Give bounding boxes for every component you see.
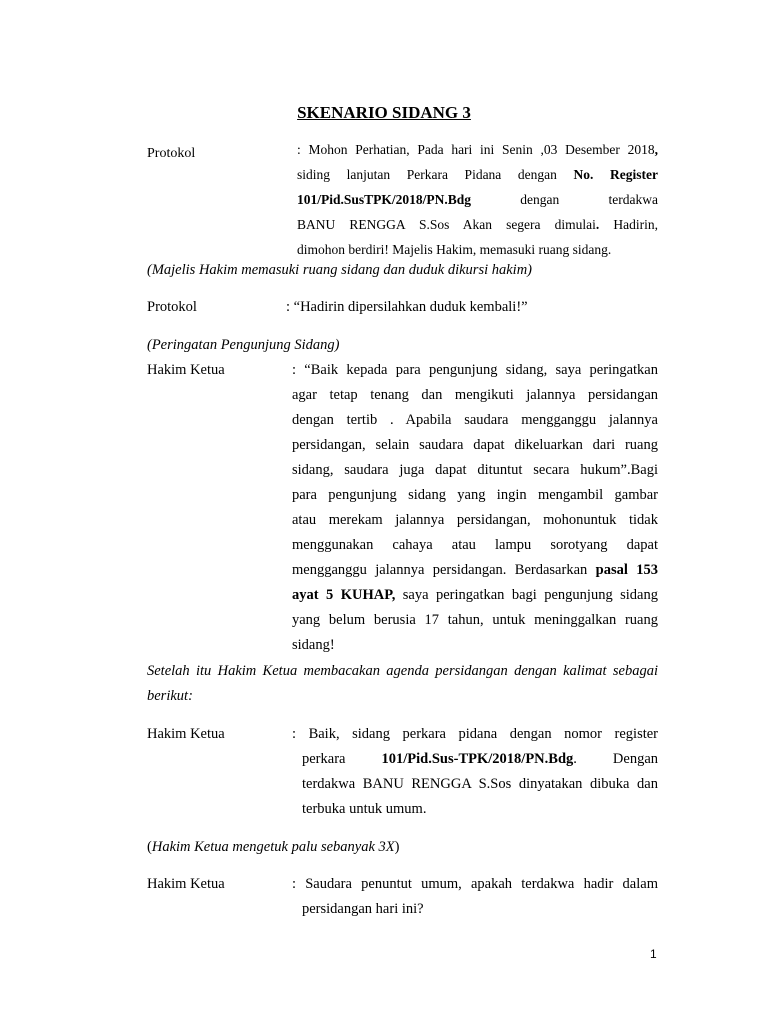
bold-text: .: [595, 217, 600, 232]
text-run: Hadirin,: [599, 217, 658, 232]
text-line: [292, 583, 658, 608]
text-run: Mohon Perhatian, Pada hari ini Senin ,03 Desember 2018: [308, 142, 655, 157]
text-run: perkara: [302, 751, 382, 767]
text-run: menggunakan cahaya atau lampu sorotyang dapat: [292, 537, 658, 553]
hakim-warning-paragraph: [292, 358, 658, 658]
text-line: [292, 772, 658, 797]
text-line: [292, 558, 658, 583]
hakim-question-paragraph: [292, 872, 658, 922]
text-run: yang belum berusia 17 tahun, untuk meninggalkan ruang: [292, 612, 658, 628]
text-run: : Baik, sidang perkara pidana dengan nomor register: [292, 726, 658, 742]
text-run: persidangan hari ini?: [302, 901, 424, 917]
text-line: [292, 483, 658, 508]
text-line: [292, 433, 658, 458]
text-run: agar tetap tenang dan mengikuti jalannya persidangan: [292, 387, 658, 403]
bold-text: ,: [654, 142, 658, 157]
text-run: atau merekam jalannya persidangan, mohonuntuk tidak: [292, 512, 658, 528]
text-line: [292, 508, 658, 533]
text-line: [292, 872, 658, 897]
text-run: mengganggu jalannya persidangan. Berdasarkan: [292, 562, 596, 578]
text-run: siding lanjutan Perkara Pidana dengan: [297, 167, 574, 182]
text-line: [292, 897, 658, 922]
text-line: [292, 797, 658, 822]
text-run: : “Baik kepada para pengunjung sidang, saya peringatkan: [292, 362, 658, 378]
text-run: .: [607, 242, 612, 257]
speaker-hakim-ketua-3: Hakim Ketua: [147, 876, 225, 892]
text-line: [292, 383, 658, 408]
bold-text: ayat 5 KUHAP,: [292, 587, 396, 603]
text-run: : Saudara penuntut umum, apakah terdakwa hadir dalam: [292, 876, 658, 892]
page-number: 1: [650, 947, 657, 961]
stage-direction-visitor-warning: (Peringatan Pengunjung Sidang): [147, 337, 340, 353]
bold-text: 101/Pid.Sus-TPK/2018/PN.Bdg: [381, 751, 574, 767]
text-line: [292, 358, 658, 383]
text-run: terdakwa BANU RENGGA S.Sos dinyatakan dibuka dan: [302, 776, 658, 792]
text-run: persidangan, selain saudara dapat dikeluarkan dari ruang: [292, 437, 658, 453]
bold-text: pasal 153: [595, 562, 658, 578]
text-run: terbuka untuk umum.: [302, 801, 427, 817]
text-run: dengan tertib . Apabila saudara mengganggu jalannya: [292, 412, 658, 428]
text-run: dengan terdakwa: [471, 192, 658, 207]
text-line: [292, 408, 658, 433]
text-run: para pengunjung sidang yang ingin mengambil gambar: [292, 487, 658, 503]
text-line: [297, 187, 658, 212]
speaker-protokol-2: Protokol: [147, 299, 197, 315]
gavel-open-paren: (: [147, 839, 152, 855]
text-line: [297, 137, 658, 162]
protokol-sit-paragraph: : “Hadirin dipersilahkan duduk kembali!”: [286, 299, 528, 315]
protokol-opening-paragraph: [297, 137, 658, 262]
text-line: [297, 212, 658, 237]
text-line: [292, 458, 658, 483]
text-line: [292, 633, 658, 658]
bold-text: 101/Pid.SusTPK/2018/PN.Bdg: [297, 192, 472, 207]
stage-direction-agenda: Setelah itu Hakim Ketua membacakan agenda persidangan dengan kalimat sebagai berikut:: [147, 663, 658, 704]
speaker-hakim-ketua-1: Hakim Ketua: [147, 362, 225, 378]
stage-direction-judges-enter: (Majelis Hakim memasuki ruang sidang dan duduk dikursi hakim): [147, 262, 533, 278]
text-run: sidang!: [292, 637, 335, 653]
gavel-close-paren: ): [394, 839, 400, 855]
text-run: dimohon berdiri! Majelis Hakim, memasuki ruang sidang: [297, 242, 608, 257]
text-line: [292, 533, 658, 558]
text-run: :: [297, 142, 309, 157]
text-line: [292, 608, 658, 633]
text-run: sidang, saudara juga dapat dituntut secara hukum”.Bagi: [292, 462, 658, 478]
hakim-opening-paragraph: [292, 722, 658, 822]
document-title: SKENARIO SIDANG 3: [297, 103, 471, 122]
speaker-protokol-1: Protokol: [147, 146, 196, 161]
stage-direction-gavel: [147, 835, 658, 860]
text-line: [292, 747, 658, 772]
text-line: [292, 722, 658, 747]
text-run: . Dengan: [573, 751, 659, 767]
text-run: BANU RENGGA S.Sos Akan segera dimulai: [297, 217, 596, 232]
text-run: saya peringatkan bagi pengunjung sidang: [395, 587, 658, 603]
text-line: [297, 162, 658, 187]
gavel-text: Hakim Ketua mengetuk palu sebanyak 3X: [151, 839, 395, 855]
bold-text: No. Register: [573, 167, 658, 182]
speaker-hakim-ketua-2: Hakim Ketua: [147, 726, 225, 742]
